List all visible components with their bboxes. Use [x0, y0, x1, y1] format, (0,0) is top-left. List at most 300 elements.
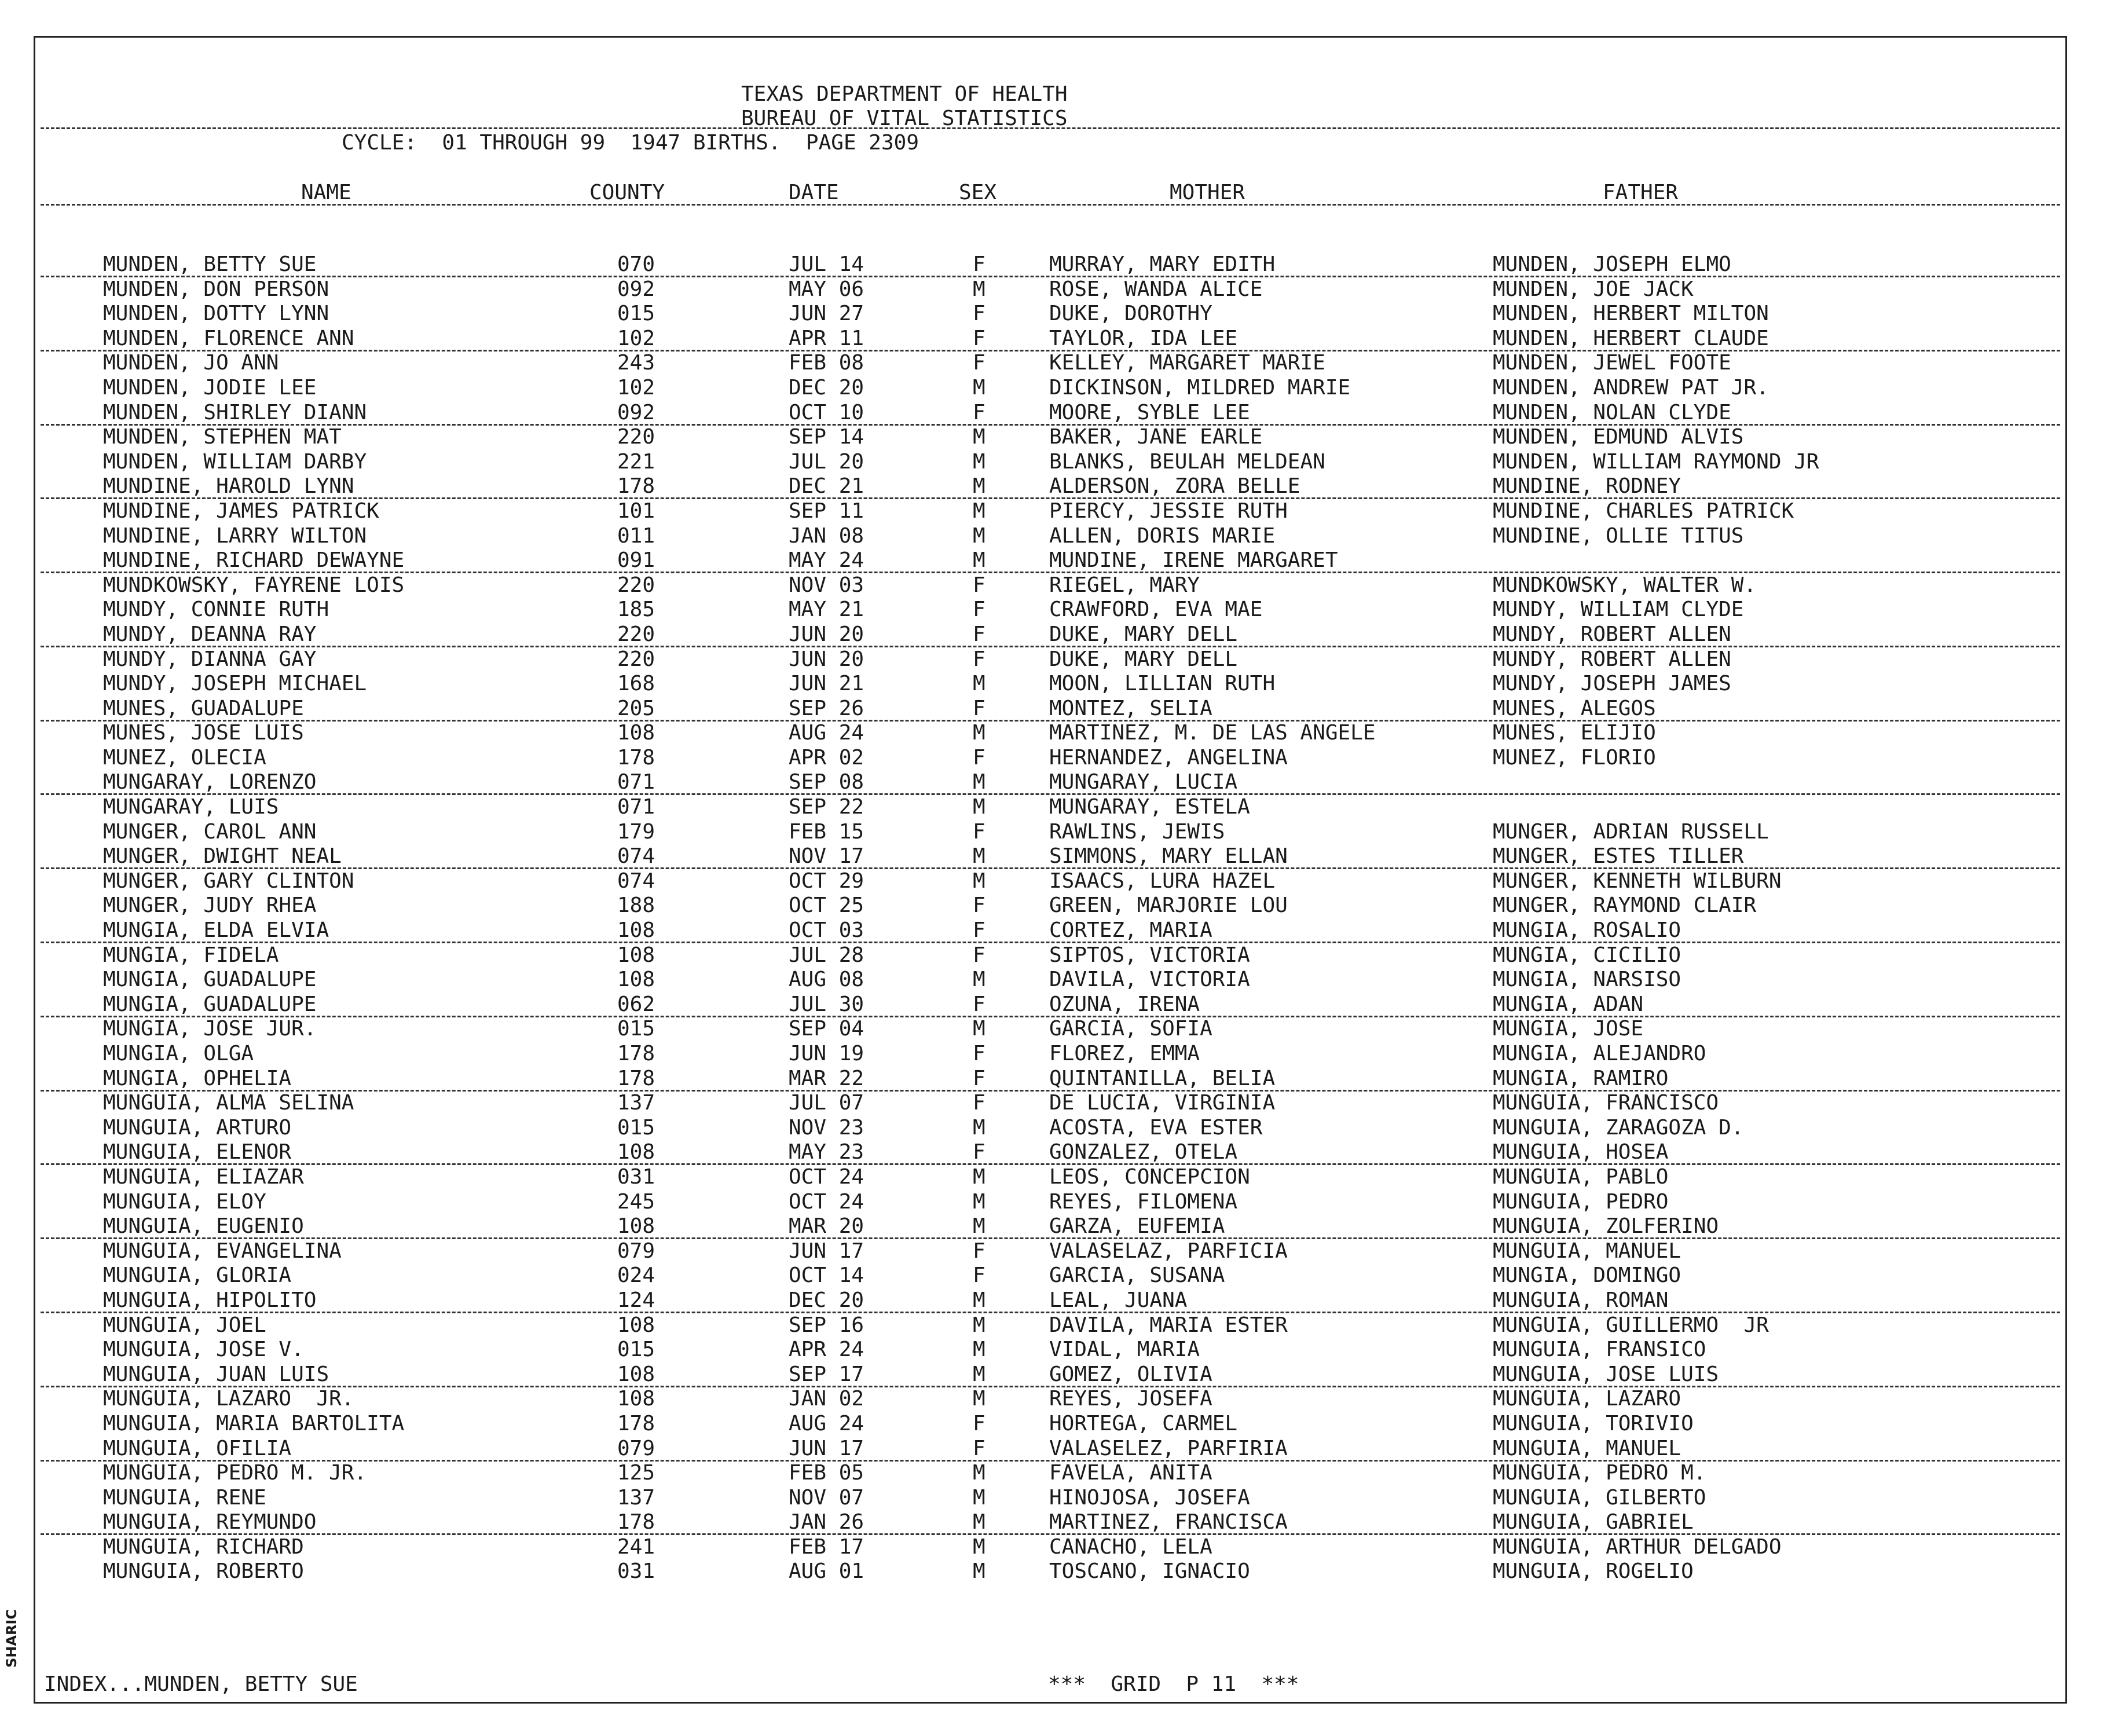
- cell-father: MUNGUIA, GUILLERMO JR: [1493, 1313, 1769, 1337]
- cell-date: OCT 29: [789, 869, 864, 893]
- table-row: [0, 1263, 2114, 1288]
- cell-mother: GREEN, MARJORIE LOU: [1049, 893, 1288, 918]
- cell-mother: GARCIA, SUSANA: [1049, 1263, 1225, 1288]
- cell-mother: HORTEGA, CARMEL: [1049, 1411, 1238, 1435]
- cell-father: MUNDINE, CHARLES PATRICK: [1493, 499, 1794, 523]
- cell-father: MUNDINE, RODNEY: [1493, 474, 1681, 499]
- cell-name: MUNGIA, ELDA ELVIA: [103, 918, 329, 943]
- cell-county: 108: [617, 918, 655, 943]
- table-row: [0, 1313, 2114, 1338]
- cell-mother: VALASELEZ, PARFIRIA: [1049, 1436, 1288, 1460]
- cell-father: MUNDY, WILLIAM CLYDE: [1493, 598, 1744, 622]
- cell-county: 220: [617, 573, 655, 597]
- table-row: [0, 1461, 2114, 1486]
- cell-date: JUL 30: [789, 992, 864, 1016]
- cell-county: 241: [617, 1534, 655, 1559]
- cell-mother: ALLEN, DORIS MARIE: [1049, 523, 1276, 548]
- cell-name: MUNGER, GARY CLINTON: [103, 869, 354, 893]
- cell-mother: PIERCY, JESSIE RUTH: [1049, 499, 1288, 523]
- cell-date: OCT 24: [789, 1189, 864, 1214]
- cell-mother: HERNANDEZ, ANGELINA: [1049, 745, 1288, 770]
- cell-sex: M: [973, 1288, 985, 1312]
- cell-county: 015: [617, 1338, 655, 1362]
- cell-county: 178: [617, 474, 655, 499]
- table-row: [0, 992, 2114, 1017]
- cell-county: 091: [617, 548, 655, 573]
- cell-date: JAN 08: [789, 523, 864, 548]
- table-row: [0, 1486, 2114, 1511]
- cell-father: MUNDY, ROBERT ALLEN: [1493, 647, 1731, 671]
- cell-county: 243: [617, 351, 655, 375]
- cell-date: JUN 20: [789, 622, 864, 646]
- cell-mother: RIEGEL, MARY: [1049, 573, 1200, 597]
- cell-sex: M: [973, 474, 985, 499]
- table-row: [0, 351, 2114, 376]
- cell-county: 220: [617, 647, 655, 671]
- cell-name: MUNGUIA, ELOY: [103, 1189, 266, 1214]
- cell-mother: LEOS, CONCEPCION: [1049, 1164, 1250, 1189]
- table-row: [0, 573, 2114, 598]
- cell-mother: BLANKS, BEULAH MELDEAN: [1049, 449, 1325, 474]
- cell-father: MUNGER, ESTES TILLER: [1493, 844, 1744, 869]
- table-row: [0, 1437, 2114, 1462]
- cell-mother: DICKINSON, MILDRED MARIE: [1049, 375, 1351, 400]
- cell-mother: MUNGARAY, LUCIA: [1049, 770, 1238, 794]
- cell-father: MUNGUIA, ROMAN: [1493, 1288, 1669, 1312]
- cell-name: MUNGUIA, ARTURO: [103, 1115, 292, 1140]
- cell-sex: M: [973, 523, 985, 548]
- cell-name: MUNGUIA, GLORIA: [103, 1263, 292, 1288]
- cell-sex: M: [973, 1338, 985, 1362]
- cell-county: 102: [617, 326, 655, 350]
- cell-sex: M: [973, 449, 985, 474]
- cell-date: JUL 14: [789, 252, 864, 276]
- cell-mother: SIPTOS, VICTORIA: [1049, 943, 1250, 967]
- cell-father: MUNDEN, EDMUND ALVIS: [1493, 425, 1744, 449]
- cell-mother: REYES, JOSEFA: [1049, 1387, 1212, 1411]
- cycle-line: CYCLE: 01 THROUGH 99 1947 BIRTHS. PAGE 2309: [342, 131, 919, 155]
- cell-father: MUNGUIA, GILBERTO: [1493, 1485, 1706, 1510]
- table-row: [0, 598, 2114, 622]
- cell-date: FEB 15: [789, 819, 864, 844]
- cell-father: MUNGIA, ADAN: [1493, 992, 1644, 1016]
- cell-mother: MOON, LILLIAN RUTH: [1049, 672, 1276, 696]
- cell-name: MUNDINE, LARRY WILTON: [103, 523, 367, 548]
- cell-mother: KELLEY, MARGARET MARIE: [1049, 351, 1325, 375]
- cell-father: MUNEZ, FLORIO: [1493, 745, 1656, 770]
- cell-father: MUNGUIA, FRANSICO: [1493, 1338, 1706, 1362]
- cell-county: 124: [617, 1288, 655, 1312]
- cell-mother: MARTINEZ, M. DE LAS ANGELE: [1049, 721, 1376, 745]
- cell-name: MUNDEN, BETTY SUE: [103, 252, 317, 276]
- cell-date: MAY 06: [789, 277, 864, 301]
- cell-name: MUNDEN, JO ANN: [103, 351, 279, 375]
- cell-county: 245: [617, 1189, 655, 1214]
- cell-sex: F: [973, 302, 985, 326]
- cell-mother: ACOSTA, EVA ESTER: [1049, 1115, 1263, 1140]
- cell-name: MUNEZ, OLECIA: [103, 745, 266, 770]
- cell-sex: F: [973, 400, 985, 424]
- cell-father: MUNDEN, NOLAN CLYDE: [1493, 400, 1731, 424]
- cell-sex: M: [973, 1115, 985, 1140]
- cell-county: 178: [617, 1042, 655, 1065]
- cell-name: MUNDINE, JAMES PATRICK: [103, 499, 379, 523]
- cell-father: MUNGER, ADRIAN RUSSELL: [1493, 819, 1769, 844]
- cell-mother: MURRAY, MARY EDITH: [1049, 252, 1276, 276]
- cell-father: MUNGUIA, HOSEA: [1493, 1140, 1669, 1164]
- cell-father: MUNDY, JOSEPH JAMES: [1493, 672, 1731, 696]
- table-row: [0, 1042, 2114, 1067]
- cell-date: JAN 26: [789, 1510, 864, 1534]
- cell-date: APR 02: [789, 745, 864, 770]
- cell-name: MUNDEN, STEPHEN MAT: [103, 425, 342, 449]
- cell-sex: M: [973, 795, 985, 819]
- cell-date: APR 11: [789, 326, 864, 350]
- cell-mother: OZUNA, IRENA: [1049, 992, 1200, 1016]
- side-tag: SHARIC: [3, 1609, 20, 1668]
- cell-father: MUNGUIA, MANUEL: [1493, 1239, 1681, 1263]
- cell-date: SEP 16: [789, 1313, 864, 1337]
- cell-mother: GOMEZ, OLIVIA: [1049, 1362, 1212, 1386]
- cell-name: MUNGUIA, HIPOLITO: [103, 1288, 317, 1312]
- cell-mother: ALDERSON, ZORA BELLE: [1049, 474, 1300, 499]
- cell-county: 178: [617, 1066, 655, 1090]
- cell-date: DEC 20: [789, 375, 864, 400]
- cell-sex: M: [973, 1559, 985, 1584]
- table-row: [0, 327, 2114, 351]
- cell-mother: DUKE, DOROTHY: [1049, 302, 1212, 326]
- table-row: [0, 721, 2114, 746]
- table-row: [0, 1387, 2114, 1412]
- cell-mother: MUNGARAY, ESTELA: [1049, 795, 1250, 819]
- cell-name: MUNDEN, SHIRLEY DIANN: [103, 400, 367, 424]
- cell-mother: MONTEZ, SELIA: [1049, 696, 1212, 720]
- cell-county: 168: [617, 672, 655, 696]
- table-row: [0, 622, 2114, 647]
- column-header-mother: MOTHER: [1170, 181, 1245, 204]
- cell-father: MUNES, ELIJIO: [1493, 721, 1656, 745]
- cell-date: JUN 21: [789, 672, 864, 696]
- cell-county: 108: [617, 1140, 655, 1164]
- table-row: [0, 1239, 2114, 1264]
- cell-sex: M: [973, 1017, 985, 1041]
- cell-sex: M: [973, 425, 985, 449]
- cell-father: MUNES, ALEGOS: [1493, 696, 1656, 720]
- cell-mother: CORTEZ, MARIA: [1049, 918, 1212, 943]
- cell-name: MUNDEN, DON PERSON: [103, 277, 329, 301]
- cell-county: 178: [617, 1411, 655, 1435]
- table-row: [0, 795, 2114, 820]
- cell-date: SEP 11: [789, 499, 864, 523]
- cell-name: MUNDINE, RICHARD DEWAYNE: [103, 548, 405, 573]
- cell-sex: M: [973, 770, 985, 794]
- cell-date: SEP 08: [789, 770, 864, 794]
- cell-name: MUNES, JOSE LUIS: [103, 721, 304, 745]
- cell-sex: M: [973, 277, 985, 301]
- cell-father: MUNGIA, ROSALIO: [1493, 918, 1681, 943]
- table-row: [0, 499, 2114, 524]
- cell-sex: F: [973, 1436, 985, 1460]
- cell-father: MUNGUIA, PEDRO M.: [1493, 1461, 1706, 1485]
- cell-father: MUNDKOWSKY, WALTER W.: [1493, 573, 1757, 597]
- cell-date: MAR 20: [789, 1214, 864, 1239]
- cell-mother: MUNDINE, IRENE MARGARET: [1049, 548, 1338, 573]
- cell-sex: F: [973, 573, 985, 597]
- cell-date: MAY 24: [789, 548, 864, 573]
- cell-father: MUNGIA, NARSISO: [1493, 968, 1681, 992]
- table-row: [0, 474, 2114, 499]
- cell-sex: F: [973, 918, 985, 943]
- cell-sex: M: [973, 721, 985, 745]
- cell-mother: HINOJOSA, JOSEFA: [1049, 1485, 1250, 1510]
- cell-county: 108: [617, 1362, 655, 1386]
- cell-father: MUNGUIA, LAZARO: [1493, 1387, 1681, 1411]
- cell-sex: M: [973, 375, 985, 400]
- cell-county: 108: [617, 721, 655, 745]
- cell-sex: M: [973, 1189, 985, 1214]
- cell-county: 031: [617, 1559, 655, 1584]
- table-row: [0, 252, 2114, 277]
- cell-county: 205: [617, 696, 655, 720]
- table-row: [0, 820, 2114, 845]
- cell-name: MUNGER, CAROL ANN: [103, 819, 317, 844]
- cell-date: SEP 26: [789, 696, 864, 720]
- cell-name: MUNGUIA, ELENOR: [103, 1140, 292, 1164]
- header-rule: [41, 127, 2060, 129]
- cell-date: AUG 24: [789, 721, 864, 745]
- cell-name: MUNGUIA, ELIAZAR: [103, 1164, 304, 1189]
- report-subtitle: BUREAU OF VITAL STATISTICS: [741, 107, 1068, 130]
- cell-father: MUNGUIA, JOSE LUIS: [1493, 1362, 1719, 1386]
- cell-name: MUNDEN, DOTTY LYNN: [103, 302, 329, 326]
- cell-date: NOV 23: [789, 1115, 864, 1140]
- cell-name: MUNGUIA, EUGENIO: [103, 1214, 304, 1239]
- cell-county: 108: [617, 1313, 655, 1337]
- cell-sex: F: [973, 819, 985, 844]
- table-row: [0, 376, 2114, 401]
- cell-sex: F: [973, 696, 985, 720]
- cell-name: MUNGUIA, JUAN LUIS: [103, 1362, 329, 1386]
- cell-father: MUNGIA, RAMIRO: [1493, 1066, 1669, 1090]
- cell-sex: F: [973, 326, 985, 350]
- cell-father: MUNDEN, HERBERT CLAUDE: [1493, 326, 1769, 350]
- table-row: [0, 770, 2114, 795]
- cell-date: OCT 10: [789, 400, 864, 424]
- cell-name: MUNGUIA, ROBERTO: [103, 1559, 304, 1584]
- cell-sex: F: [973, 1066, 985, 1090]
- cell-name: MUNGUIA, RICHARD: [103, 1534, 304, 1559]
- cell-father: MUNDEN, HERBERT MILTON: [1493, 302, 1769, 326]
- cell-date: NOV 17: [789, 844, 864, 869]
- table-row: [0, 401, 2114, 426]
- cell-county: 220: [617, 622, 655, 646]
- table-row: [0, 697, 2114, 721]
- table-row: [0, 524, 2114, 549]
- cell-date: AUG 08: [789, 968, 864, 992]
- column-header-name: NAME: [301, 181, 351, 204]
- cell-father: MUNGIA, JOSE: [1493, 1017, 1644, 1041]
- cell-mother: LEAL, JUANA: [1049, 1288, 1188, 1312]
- cell-mother: DUKE, MARY DELL: [1049, 622, 1238, 646]
- cell-date: OCT 25: [789, 893, 864, 918]
- cell-sex: F: [973, 1239, 985, 1263]
- cell-mother: GONZALEZ, OTELA: [1049, 1140, 1238, 1164]
- cell-name: MUNGUIA, LAZARO JR.: [103, 1387, 354, 1411]
- cell-county: 137: [617, 1091, 655, 1115]
- cell-date: NOV 03: [789, 573, 864, 597]
- cell-name: MUNGUIA, REYMUNDO: [103, 1510, 317, 1534]
- cell-mother: FLOREZ, EMMA: [1049, 1042, 1200, 1065]
- cell-name: MUNGUIA, ALMA SELINA: [103, 1091, 354, 1115]
- column-header-father: FATHER: [1603, 181, 1679, 204]
- table-row: [0, 1190, 2114, 1215]
- table-row: [0, 746, 2114, 771]
- cell-mother: RAWLINS, JEWIS: [1049, 819, 1225, 844]
- cell-sex: M: [973, 968, 985, 992]
- cell-date: MAR 22: [789, 1066, 864, 1090]
- table-row: [0, 844, 2114, 869]
- table-row: [0, 1559, 2114, 1584]
- cell-mother: SIMMONS, MARY ELLAN: [1049, 844, 1288, 869]
- cell-mother: MARTINEZ, FRANCISCA: [1049, 1510, 1288, 1534]
- cell-date: OCT 14: [789, 1263, 864, 1288]
- cell-date: FEB 05: [789, 1461, 864, 1485]
- cell-mother: CRAWFORD, EVA MAE: [1049, 598, 1263, 622]
- cell-sex: M: [973, 1313, 985, 1337]
- cell-date: JUL 28: [789, 943, 864, 967]
- cell-sex: M: [973, 869, 985, 893]
- cell-county: 220: [617, 425, 655, 449]
- cell-date: FEB 08: [789, 351, 864, 375]
- cell-county: 079: [617, 1239, 655, 1263]
- cell-name: MUNDY, DIANNA GAY: [103, 647, 317, 671]
- table-row: [0, 968, 2114, 992]
- cell-mother: DE LUCIA, VIRGINIA: [1049, 1091, 1276, 1115]
- cell-sex: F: [973, 1091, 985, 1115]
- table-row: [0, 1510, 2114, 1535]
- cell-date: SEP 22: [789, 795, 864, 819]
- cell-county: 015: [617, 1115, 655, 1140]
- cell-date: AUG 01: [789, 1559, 864, 1584]
- cell-sex: F: [973, 1140, 985, 1164]
- cell-county: 179: [617, 819, 655, 844]
- table-row: [0, 1535, 2114, 1560]
- cell-date: SEP 14: [789, 425, 864, 449]
- report-title: TEXAS DEPARTMENT OF HEALTH: [741, 82, 1068, 106]
- cell-date: DEC 21: [789, 474, 864, 499]
- table-row: [0, 1067, 2114, 1092]
- cell-name: MUNGER, DWIGHT NEAL: [103, 844, 342, 869]
- cell-date: NOV 07: [789, 1485, 864, 1510]
- cell-sex: F: [973, 1263, 985, 1288]
- column-header-rule: [41, 204, 2060, 206]
- cell-name: MUNGARAY, LORENZO: [103, 770, 317, 794]
- cell-county: 074: [617, 869, 655, 893]
- cell-mother: ROSE, WANDA ALICE: [1049, 277, 1263, 301]
- cell-name: MUNGUIA, RENE: [103, 1485, 266, 1510]
- cell-date: AUG 24: [789, 1411, 864, 1435]
- cell-mother: MOORE, SYBLE LEE: [1049, 400, 1250, 424]
- cell-date: JUN 17: [789, 1436, 864, 1460]
- cell-date: OCT 24: [789, 1164, 864, 1189]
- cell-date: MAY 21: [789, 598, 864, 622]
- cell-mother: BAKER, JANE EARLE: [1049, 425, 1263, 449]
- cell-county: 031: [617, 1164, 655, 1189]
- cell-sex: F: [973, 622, 985, 646]
- cell-date: DEC 20: [789, 1288, 864, 1312]
- grid-footer: *** GRID P 11 ***: [1048, 1672, 1299, 1696]
- cell-date: APR 24: [789, 1338, 864, 1362]
- table-row: [0, 1338, 2114, 1363]
- cell-name: MUNGIA, GUADALUPE: [103, 992, 317, 1016]
- cell-mother: TOSCANO, IGNACIO: [1049, 1559, 1250, 1584]
- cell-name: MUNGIA, FIDELA: [103, 943, 279, 967]
- cell-sex: M: [973, 1461, 985, 1485]
- birth-records-table: [0, 252, 2114, 1584]
- table-row: [0, 1214, 2114, 1239]
- cell-name: MUNGUIA, MARIA BARTOLITA: [103, 1411, 405, 1435]
- cell-name: MUNGUIA, JOSE V.: [103, 1338, 304, 1362]
- cell-county: 137: [617, 1485, 655, 1510]
- cell-name: MUNGIA, GUADALUPE: [103, 968, 317, 992]
- cell-county: 015: [617, 302, 655, 326]
- cell-county: 071: [617, 795, 655, 819]
- cell-father: MUNGUIA, TORIVIO: [1493, 1411, 1694, 1435]
- index-footer: INDEX...MUNDEN, BETTY SUE: [44, 1672, 358, 1696]
- cell-mother: REYES, FILOMENA: [1049, 1189, 1238, 1214]
- cell-mother: VALASELAZ, PARFICIA: [1049, 1239, 1288, 1263]
- cell-name: MUNDY, CONNIE RUTH: [103, 598, 329, 622]
- table-row: [0, 647, 2114, 672]
- cell-county: 108: [617, 968, 655, 992]
- table-row: [0, 918, 2114, 943]
- cell-county: 092: [617, 277, 655, 301]
- cell-mother: DAVILA, VICTORIA: [1049, 968, 1250, 992]
- cell-father: MUNDEN, JEWEL FOOTE: [1493, 351, 1731, 375]
- table-row: [0, 943, 2114, 968]
- table-row: [0, 277, 2114, 302]
- cell-name: MUNGIA, JOSE JUR.: [103, 1017, 317, 1041]
- table-row: [0, 1091, 2114, 1116]
- cell-county: 079: [617, 1436, 655, 1460]
- cell-date: SEP 17: [789, 1362, 864, 1386]
- cell-mother: DUKE, MARY DELL: [1049, 647, 1238, 671]
- cell-name: MUNDY, JOSEPH MICHAEL: [103, 672, 367, 696]
- table-row: [0, 869, 2114, 894]
- cell-father: MUNGIA, ALEJANDRO: [1493, 1042, 1706, 1065]
- cell-father: MUNDEN, JOSEPH ELMO: [1493, 252, 1731, 276]
- cell-county: 125: [617, 1461, 655, 1485]
- cell-father: MUNDEN, ANDREW PAT JR.: [1493, 375, 1769, 400]
- cell-sex: F: [973, 745, 985, 770]
- table-row: [0, 425, 2114, 450]
- cell-mother: GARCIA, SOFIA: [1049, 1017, 1212, 1041]
- cell-county: 221: [617, 449, 655, 474]
- cell-father: MUNGUIA, ZOLFERINO: [1493, 1214, 1719, 1239]
- cell-father: MUNGER, RAYMOND CLAIR: [1493, 893, 1757, 918]
- table-row: [0, 1165, 2114, 1190]
- cell-date: JUN 27: [789, 302, 864, 326]
- cell-sex: M: [973, 844, 985, 869]
- cell-date: FEB 17: [789, 1534, 864, 1559]
- cell-mother: GARZA, EUFEMIA: [1049, 1214, 1225, 1239]
- table-row: [0, 1363, 2114, 1387]
- cell-sex: M: [973, 1214, 985, 1239]
- cell-sex: F: [973, 598, 985, 622]
- table-row: [0, 1412, 2114, 1437]
- table-row: [0, 1116, 2114, 1141]
- cell-father: MUNGUIA, MANUEL: [1493, 1436, 1681, 1460]
